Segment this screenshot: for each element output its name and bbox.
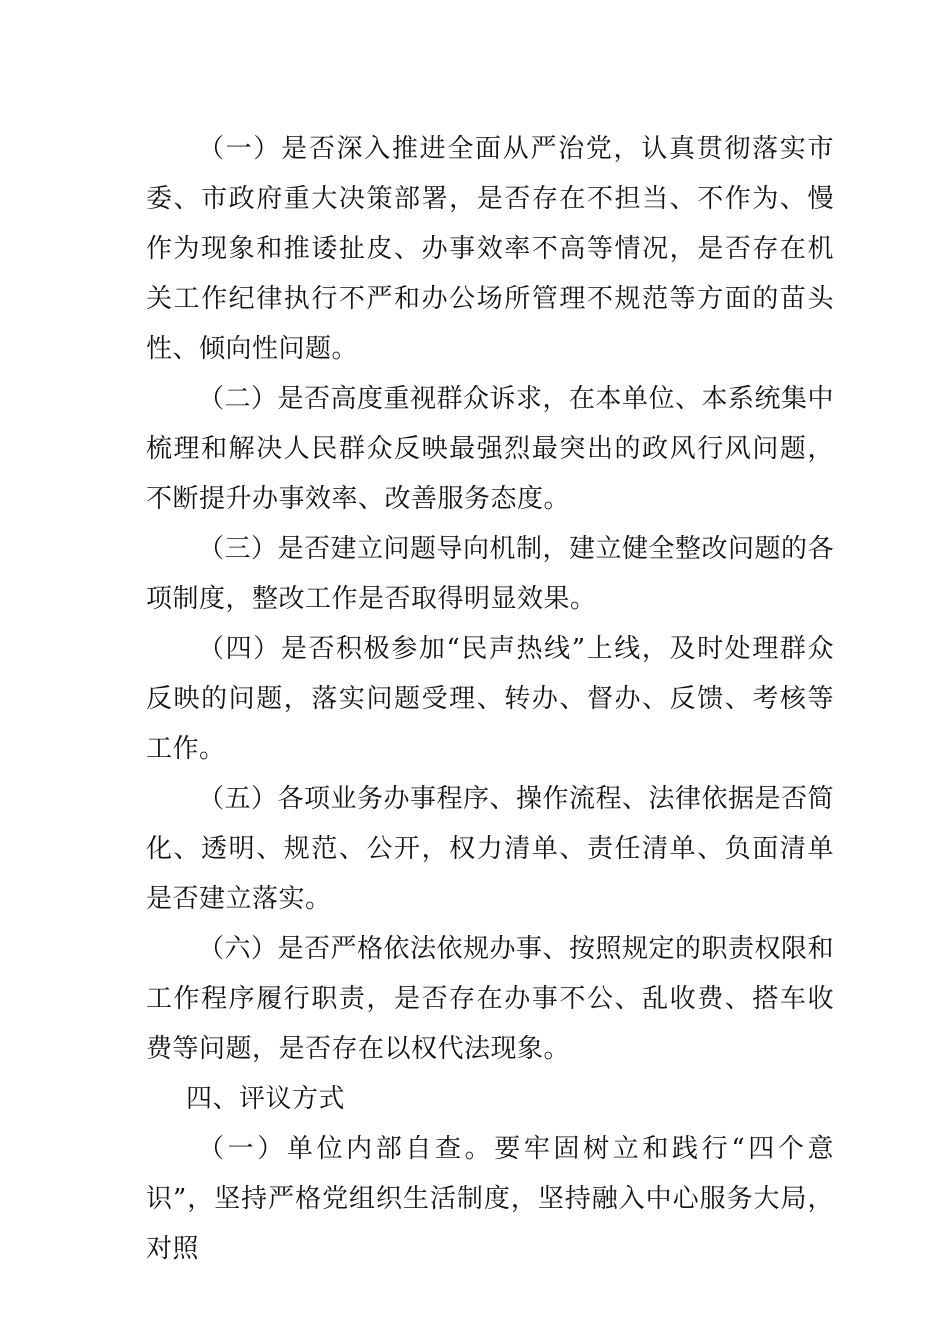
paragraph-item-2: （二）是否高度重视群众诉求，在本单位、本系统集中梳理和解决人民群众反映最强烈最突出的政风行风问题，不断提升办事效率、改善服务态度。 (146, 384, 835, 514)
paragraph-item-3: （三）是否建立问题导向机制，建立健全整改问题的各项制度，整改工作是否取得明显效果。 (146, 534, 835, 614)
paragraph-item-6: （六）是否严格依法依规办事、按照规定的职责权限和工作程序履行职责，是否存在办事不公、乱收费、搭车收费等问题，是否存在以权代法现象。 (146, 934, 835, 1064)
paragraph-item-5: （五）各项业务办事程序、操作流程、法律依据是否简化、透明、规范、公开，权力清单、责任清单、负面清单是否建立落实。 (146, 784, 835, 914)
section-heading: 四、评议方式 (186, 1084, 346, 1114)
paragraph-item-4: （四）是否积极参加“民声热线”上线，及时处理群众反映的问题，落实问题受理、转办、督办、反馈、考核等工作。 (146, 634, 834, 764)
paragraph-review-method-1: （一）单位内部自查。要牢固树立和践行“四个意识”，坚持严格党组织生活制度，坚持融入中心服务大局，对照 (146, 1134, 834, 1264)
paragraph-item-1: （一）是否深入推进全面从严治党，认真贯彻落实市委、市政府重大决策部署，是否存在不担当、不作为、慢作为现象和推诿扯皮、办事效率不高等情况，是否存在机关工作纪律执行不严和办公场所管理不规范等方面的苗头性、倾向性问题。 (146, 134, 834, 364)
document-body (146, 124, 834, 1274)
